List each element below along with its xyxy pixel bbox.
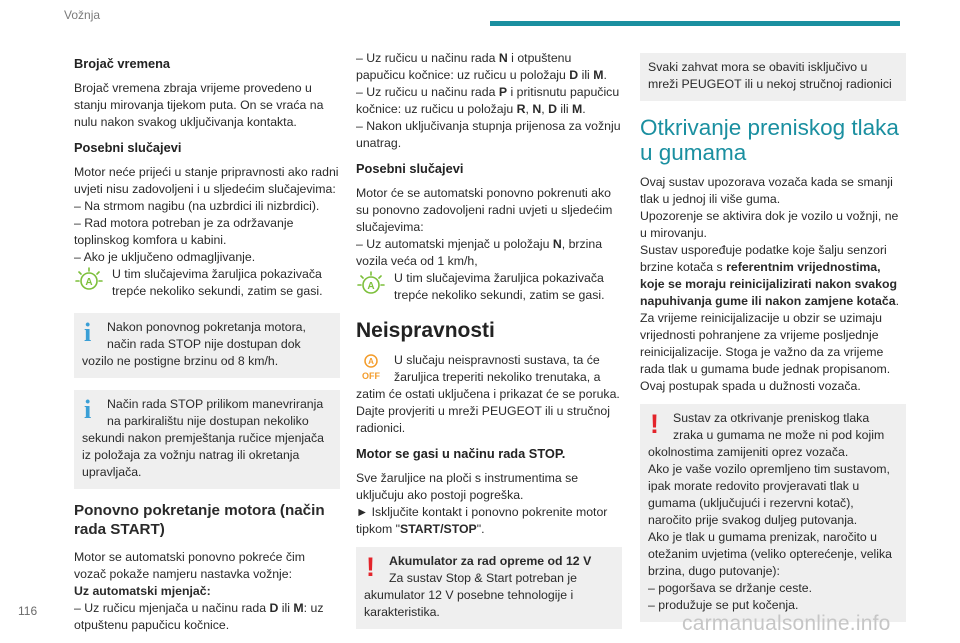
warning-text: Ako je tlak u gumama prenizak, naročito u otežanim uvjetima (veliko opterećenje, velika brzina, dugo putovanje): (648, 530, 893, 578)
auto-stop-green-icon (356, 270, 390, 300)
column-middle (356, 50, 622, 641)
warning-icon: ! (650, 409, 659, 439)
info-text: Nakon ponovnog pokretanja motora, način rada STOP nije dostupan dok vozilo ne postigne brzinu od 8 km/h. (82, 320, 306, 368)
info-text: Način rada STOP prilikom manevriranja na parkiralištu nije dostupan nekoliko sekundi nakon premještanja ručice mjenjača iz položaja za vožnju natrag ili okretanja upravljača. (82, 397, 324, 479)
chapter-title: Vožnja (64, 8, 101, 22)
stop-start-off-orange-icon (356, 352, 390, 382)
list-item: – Ako je uključeno odmagljivanje. (74, 250, 256, 264)
paragraph-faults: U slučaju neispravnosti sustava, ta će žaruljica treperiti nekoliko trenutaka, a zatim će ostati uključena i prikazat će se poruka. Dajte provjeriti u mreži PEUGEOT ili u stručnoj radionici. (356, 353, 620, 435)
warning-text: Za sustav Stop & Start potreban je akumulator 12 V posebne tehnologije i karakteristika. (364, 571, 577, 619)
warning-text: Ako je vaše vozilo opremljeno tim sustavom, ipak morate redovito provjeravati tlak u gumama (uključujući i rezervni kotač), naročito prije svakog duljeg putovanja. (648, 462, 890, 527)
list-item: – Uz automatski mjenjač u položaju N, brzina vozila veća od 1 km/h, (356, 237, 603, 268)
paragraph-stall-action: ► Isključite kontakt i ponovno pokrenite motor tipkom "START/STOP". (356, 505, 608, 536)
paragraph-timer: Brojač vremena zbraja vrijeme provedeno u stanju mirovanja tijekom puta. On se vraća na nulu nakon svakog uključivanja kontakta. (74, 81, 324, 129)
heading-special-cases: Posebni slučajevi (74, 140, 182, 155)
paragraph: Sustav uspoređuje podatke koje šalju senzori brzine kotača s referentnim vrijednostima, koje se moraju reinicijalizirati nakon svakog napuhivanja gume ili nakon zamjene kotača. (640, 243, 899, 308)
svg-text:OFF: OFF (362, 371, 380, 381)
paragraph-special-intro: Motor će se automatski ponovno pokrenuti ako su ponovno zadovoljeni radni uvjeti u sljedećim slučajevima: (356, 186, 613, 234)
warning-box-tyre (640, 404, 906, 622)
info-icon: i (84, 318, 92, 347)
column-right (640, 50, 906, 634)
paragraph-lamp-blinks: U tim slučajevima žaruljica pokazivača trepće nekoliko sekundi, zatim se gasi. (112, 267, 323, 298)
paragraph: Ovaj sustav upozorava vozača kada se smanji tlak u jednoj ili više guma. (640, 175, 893, 206)
info-box-stop-speed (74, 313, 340, 378)
list-item: – produžuje se put kočenja. (648, 598, 799, 612)
list-item: – Uz ručicu u načinu rada N i otpuštenu papučicu kočnice: uz ručicu u položaju D ili M. (356, 51, 607, 82)
section-title-tyre-pressure: Otkrivanje preniskog tlaka u gumama (640, 115, 899, 165)
paragraph-lamp-blinks: U tim slučajevima žaruljica pokazivača trepće nekoliko sekundi, zatim se gasi. (394, 271, 605, 302)
warning-title: Akumulator za rad opreme od 12 V (389, 554, 592, 568)
info-icon: i (84, 395, 92, 424)
list-item: – Na strmom nagibu (na uzbrdici ili nizbrdici). (74, 199, 320, 213)
info-box-parking (74, 390, 340, 489)
watermark: carmanualsonline.info (682, 612, 891, 635)
page-number: 116 (18, 604, 38, 618)
list-item: – pogoršava se držanje ceste. (648, 581, 813, 595)
heading-timer: Brojač vremena (74, 56, 171, 71)
auto-stop-green-icon (74, 266, 108, 296)
paragraph-special-intro: Motor neće prijeći u stanje pripravnosti ako radni uvjeti nisu zadovoljeni i u sljedećim slučajevima: (74, 165, 339, 196)
warning-icon: ! (366, 552, 375, 582)
list-item: – Rad motora potreban je za održavanje toplinskog komfora u kabini. (74, 216, 294, 247)
list-item: – Uz ručicu u načinu rada P i pritisnutu papučicu kočnice: uz ručicu u položaju R, N, D ili M. (356, 85, 620, 116)
paragraph-restart: Motor se automatski ponovno pokreće čim vozač pokaže namjeru nastavka vožnje: (74, 550, 306, 581)
heading-restart: Ponovno pokretanje motora (način rada START) (74, 502, 325, 538)
warning-text: Sustav za otkrivanje preniskog tlaka zraka u gumama ne može ni pod kojim okolnostima zamijeniti oprez vozača. (648, 411, 885, 459)
label-automatic: Uz automatski mjenjač: (74, 584, 211, 598)
header-accent-bar (490, 21, 900, 26)
paragraph: Za vrijeme reinicijalizacije u obzir se uzimaju vrijednosti pohranjene za vrijeme posljednje reinicijalizacije. Stoga je važno da za vrijeme rada tlak u gumama bude jednak propisanom. Ovaj postupak spada u dužnosti vozača. (640, 311, 891, 393)
heading-engine-stalls: Motor se gasi u načinu rada STOP. (356, 446, 566, 461)
note-text: Svaki zahvat mora se obaviti isključivo u mreži PEUGEOT ili u nekoj stručnoj radionici (648, 60, 892, 91)
list-item: – Uz ručicu mjenjača u načinu rada D ili M: uz otpuštenu papučicu kočnice. (74, 601, 324, 632)
svg-text:A: A (368, 357, 374, 366)
paragraph-stall: Sve žaruljice na ploči s instrumentima se uključuju ako postoji pogreška. (356, 471, 579, 502)
svg-text:A: A (367, 281, 375, 292)
list-item: – Nakon uključivanja stupnja prijenosa za vožnju unatrag. (356, 119, 621, 150)
note-box-service (640, 53, 906, 101)
column-left (74, 50, 340, 643)
heading-faults: Neispravnosti (356, 319, 495, 342)
heading-special-cases: Posebni slučajevi (356, 161, 464, 176)
paragraph: Upozorenje se aktivira dok je vozilo u vožnji, ne u mirovanju. (640, 209, 899, 240)
svg-text:A: A (85, 277, 93, 288)
warning-box-battery (356, 547, 622, 629)
